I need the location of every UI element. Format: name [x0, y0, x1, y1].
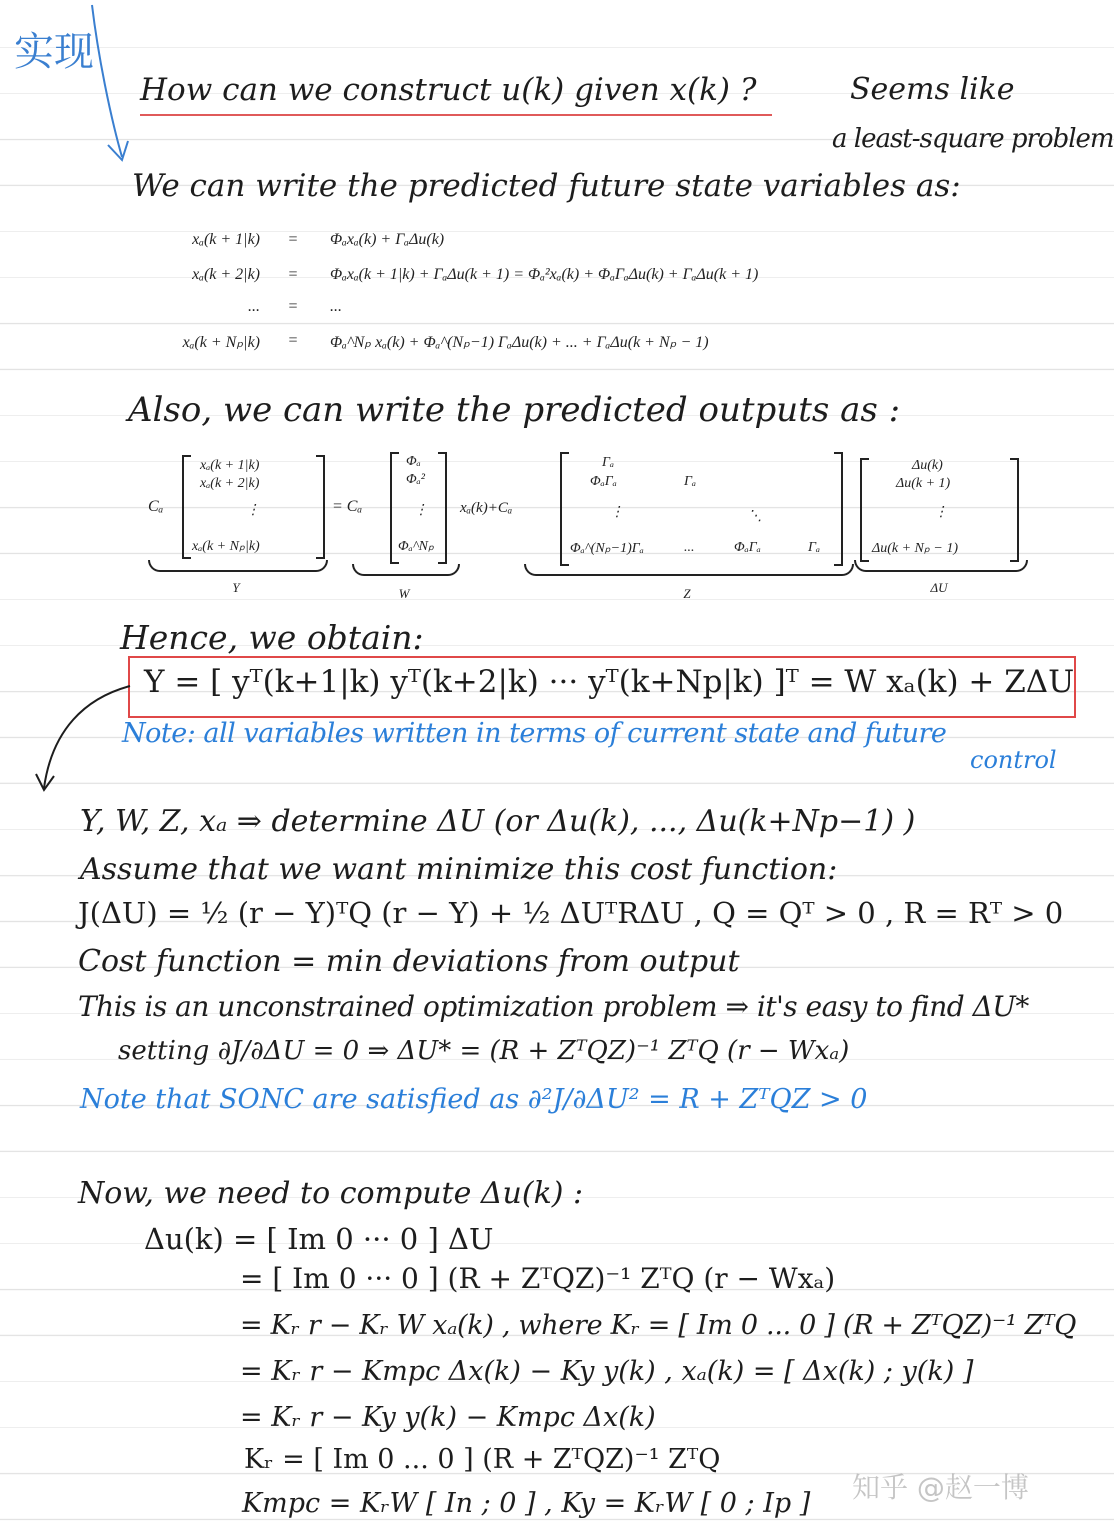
section1-heading: We can write the predicted future state variables as:	[132, 168, 961, 204]
du-entry-1: Δu(k)	[912, 458, 943, 473]
mid-term: xₐ(k)+Cₐ	[460, 500, 513, 516]
eq-rhs: Φₐxₐ(k + 1|k) + ΓₐΔu(k + 1) = Φₐ²xₐ(k) + ΦₐΓₐΔu(k) + ΓₐΔu(k + 1)	[330, 266, 759, 283]
section5-line-7: Kmpc = KᵣW [ In ; 0 ] , Ky = KᵣW [ 0 ; Ip ]	[242, 1488, 811, 1519]
section4-line-1: Y, W, Z, xₐ ⇒ determine ΔU (or Δu(k), ..., Δu(k+Np−1) )	[80, 804, 916, 839]
w-entry-1: Φₐ	[406, 454, 421, 469]
du-bracket-left	[860, 458, 869, 562]
du-bracket-right	[1010, 458, 1019, 562]
section5-heading: Now, we need to compute Δu(k) :	[78, 1176, 584, 1211]
note-variables-1: Note: all variables written in terms of current state and future	[122, 718, 947, 749]
z-r2c2: Γₐ	[684, 474, 697, 489]
eq-lhs: xₐ(k + 1|k)	[192, 231, 260, 248]
z-r4c1: Φₐ^(Nₚ−1)Γₐ	[570, 541, 644, 556]
label-y: Y	[232, 580, 240, 595]
title-question: How can we construct u(k) given x(k) ?	[140, 72, 757, 108]
margin-arrow	[80, 5, 140, 165]
z-r4c4: Γₐ	[808, 540, 821, 555]
eq-rhs: ...	[330, 298, 342, 315]
label-du: ΔU	[930, 580, 948, 595]
brace-w	[352, 564, 460, 576]
du-entry-2: Δu(k + 1)	[896, 476, 951, 491]
state-eq-4	[110, 332, 1060, 356]
z-r1c1: Γₐ	[602, 455, 615, 470]
state-eq-2	[110, 266, 1060, 290]
brace-z	[524, 564, 854, 576]
section5-line-1: Δu(k) = [ Im 0 ··· 0 ] ΔU	[144, 1222, 494, 1256]
y-bracket-left	[182, 455, 191, 559]
eq-ca: = Cₐ	[332, 498, 363, 515]
section3-heading: Hence, we obtain:	[120, 618, 424, 657]
state-eq-3	[110, 298, 1060, 322]
z-bracket-left	[560, 452, 569, 566]
eq-lhs: ...	[248, 298, 260, 315]
ca-left: Cₐ	[148, 498, 164, 515]
curved-arrow	[30, 680, 140, 795]
section4-line-2: Assume that we want minimize this cost function:	[80, 852, 838, 887]
title-underline	[140, 114, 772, 116]
du-entry-3: ⋮	[934, 505, 948, 520]
eq-lhs: xₐ(k + 2|k)	[192, 266, 260, 283]
z-ddots: ⋱	[748, 509, 762, 524]
du-entry-4: Δu(k + Nₚ − 1)	[872, 541, 958, 556]
brace-y	[148, 560, 328, 572]
section4-note: Note that SONC are satisfied as ∂²J/∂ΔU² = R + ZᵀQZ > 0	[80, 1084, 868, 1115]
z-r4c3: ΦₐΓₐ	[734, 540, 761, 555]
w-entry-2: Φₐ²	[406, 472, 425, 487]
eq-sign: =	[288, 266, 298, 283]
z-r2c1: ΦₐΓₐ	[590, 474, 617, 489]
eq-sign: =	[288, 332, 298, 349]
section4-line-5: This is an unconstrained optimization problem ⇒ it's easy to find ΔU*	[78, 990, 1029, 1023]
title-remark-2: a least-square problem	[832, 124, 1114, 154]
brace-du	[854, 560, 1028, 572]
section5-line-4: = Kᵣ r − Kmpc Δx(k) − Ky y(k) , xₐ(k) = [ Δx(k) ; y(k) ]	[240, 1356, 974, 1387]
state-eq-1	[110, 231, 1060, 255]
section5-line-6: Kᵣ = [ Im 0 ... 0 ] (R + ZᵀQZ)⁻¹ ZᵀQ	[244, 1444, 721, 1475]
y-entry-2: xₐ(k + 2|k)	[200, 476, 260, 491]
section4-line-6: setting ∂J/∂ΔU = 0 ⇒ ΔU* = (R + ZᵀQZ)⁻¹ ZᵀQ (r − Wxₐ)	[118, 1036, 850, 1066]
w-entry-4: Φₐ^Nₚ	[398, 539, 434, 554]
watermark: 知乎 @赵一博	[852, 1471, 1029, 1504]
eq-rhs: Φₐ^Nₚ xₐ(k) + Φₐ^(Nₚ−1) ΓₐΔu(k) + ... + ΓₐΔu(k + Nₚ − 1)	[330, 334, 709, 351]
section5-line-3: = Kᵣ r − Kᵣ W xₐ(k) , where Kᵣ = [ Im 0 ... 0 ] (R + ZᵀQZ)⁻¹ ZᵀQ	[240, 1310, 1077, 1341]
section4-line-4: Cost function = min deviations from output	[78, 944, 740, 979]
z-r4c2: ...	[684, 540, 695, 555]
w-entry-3: ⋮	[414, 503, 428, 518]
y-entry-1: xₐ(k + 1|k)	[200, 458, 260, 473]
y-entry-3: ⋮	[246, 503, 260, 518]
w-bracket-right	[438, 452, 447, 564]
eq-sign: =	[288, 231, 298, 248]
label-z: Z	[683, 586, 691, 601]
note-variables-2: control	[970, 746, 1057, 774]
section5-line-2: = [ Im 0 ··· 0 ] (R + ZᵀQZ)⁻¹ ZᵀQ (r − Wxₐ)	[240, 1262, 836, 1295]
eq-lhs: xₐ(k + Nₚ|k)	[182, 334, 260, 351]
eq-sign: =	[288, 298, 298, 315]
section5-line-5: = Kᵣ r − Ky y(k) − Kmpc Δx(k)	[240, 1402, 656, 1433]
section2-heading: Also, we can write the predicted outputs as :	[128, 390, 901, 430]
margin-label: 实现	[14, 29, 94, 75]
label-w: W	[398, 586, 410, 601]
section4-line-3: J(ΔU) = ½ (r − Y)ᵀQ (r − Y) + ½ ΔUᵀRΔU , Q = Qᵀ > 0 , R = Rᵀ > 0	[78, 896, 1064, 930]
z-vdots: ⋮	[610, 505, 624, 520]
y-entry-4: xₐ(k + Nₚ|k)	[192, 539, 260, 554]
z-bracket-right	[834, 452, 843, 566]
title-remark-1: Seems like	[850, 72, 1015, 107]
boxed-equation: Y = [ yᵀ(k+1|k) yᵀ(k+2|k) ··· yᵀ(k+Np|k) ]ᵀ = W xₐ(k) + ZΔU	[144, 664, 1075, 700]
eq-rhs: Φₐxₐ(k) + ΓₐΔu(k)	[330, 231, 445, 248]
y-bracket-right	[316, 455, 325, 559]
